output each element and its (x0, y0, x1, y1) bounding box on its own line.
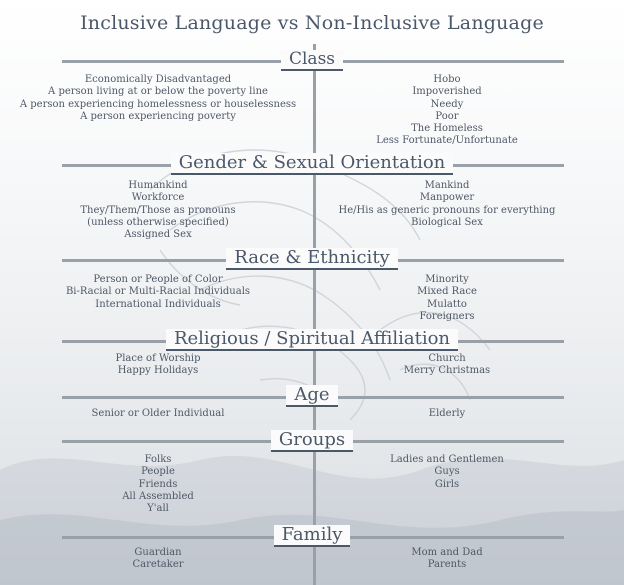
list-item: Mom and Dad (411, 547, 483, 558)
class-heading (0, 49, 624, 71)
list-item: Humankind (128, 180, 188, 191)
list-item: A person experiencing poverty (80, 110, 236, 122)
list-item: Guys (434, 466, 460, 478)
page-title: Inclusive Language vs Non-Inclusive Language (80, 12, 544, 34)
groups-non-inclusive-list (316, 454, 578, 491)
list-item: International Individuals (95, 298, 221, 310)
list-item: Assigned Sex (124, 229, 192, 241)
race-inclusive-list (0, 274, 316, 311)
list-item: All Assembled (122, 490, 194, 502)
list-item: Manpower (419, 192, 475, 204)
age-non-inclusive-list (316, 408, 578, 420)
list-item: Poor (435, 110, 459, 122)
list-item: Parents (427, 559, 467, 571)
list-item: Friends (138, 478, 178, 490)
list-item: They/Them/Those as pronouns (80, 204, 236, 216)
list-item: Economically Disadvantaged (84, 74, 232, 85)
religion-non-inclusive-list (316, 353, 578, 378)
family-inclusive-list (0, 547, 316, 572)
religion-inclusive-list (0, 353, 316, 378)
family-non-inclusive-list (316, 547, 578, 572)
list-item: Girls (434, 478, 460, 490)
age-heading (0, 384, 624, 407)
list-item: Minority (425, 274, 469, 285)
list-item: (unless otherwise specified) (87, 216, 229, 228)
list-item: Church (428, 353, 466, 364)
age-heading-label: Age (286, 385, 337, 407)
list-item: Mixed Race (417, 286, 477, 298)
list-item: Bi-Racial or Multi-Racial Individuals (65, 286, 251, 298)
gender-inclusive-list (0, 180, 316, 241)
race-heading (0, 247, 624, 270)
list-item: Guardian (134, 547, 182, 558)
class-inclusive-list (0, 74, 316, 123)
list-item: A person living at or below the poverty line (48, 86, 268, 98)
list-item: Place of Worship (115, 353, 201, 364)
list-item: Biological Sex (411, 216, 483, 228)
list-item: Mulatto (427, 298, 467, 310)
list-item: A person experiencing homelessness or houselessness (19, 98, 297, 110)
gender-heading (0, 152, 624, 175)
gender-heading-label: Gender & Sexual Orientation (171, 153, 454, 175)
list-item: Needy (430, 98, 464, 110)
list-item: Person or People of Color (93, 274, 223, 285)
list-item: Folks (144, 454, 172, 465)
groups-inclusive-list (0, 454, 316, 515)
list-item: Ladies and Gentlemen (390, 454, 504, 465)
list-item: Hobo (433, 74, 461, 85)
class-non-inclusive-list (316, 74, 578, 148)
groups-heading-label: Groups (271, 430, 353, 452)
list-item: Y'all (147, 503, 169, 515)
list-item: Elderly (428, 408, 466, 419)
class-heading-label: Class (281, 50, 343, 71)
groups-heading (0, 429, 624, 452)
race-non-inclusive-list (316, 274, 578, 323)
list-item: Caretaker (132, 559, 184, 571)
age-inclusive-list (0, 408, 316, 420)
family-heading-label: Family (274, 525, 351, 547)
list-item: Less Fortunate/Unfortunate (376, 135, 518, 147)
family-heading (0, 524, 624, 547)
religion-heading-label: Religious / Spiritual Affiliation (166, 329, 458, 351)
race-heading-label: Race & Ethnicity (226, 248, 397, 270)
gender-non-inclusive-list (316, 180, 578, 229)
list-item: Impoverished (412, 86, 482, 98)
list-item: Mankind (424, 180, 470, 191)
list-item: He/His as generic pronouns for everything (338, 204, 556, 216)
list-item: Happy Holidays (117, 365, 199, 377)
list-item: People (141, 466, 175, 478)
religion-heading (0, 328, 624, 351)
list-item: Workforce (131, 192, 185, 204)
list-item: Merry Christmas (403, 365, 491, 377)
list-item: Senior or Older Individual (91, 408, 225, 419)
list-item: The Homeless (411, 123, 483, 135)
list-item: Foreigners (419, 310, 475, 322)
